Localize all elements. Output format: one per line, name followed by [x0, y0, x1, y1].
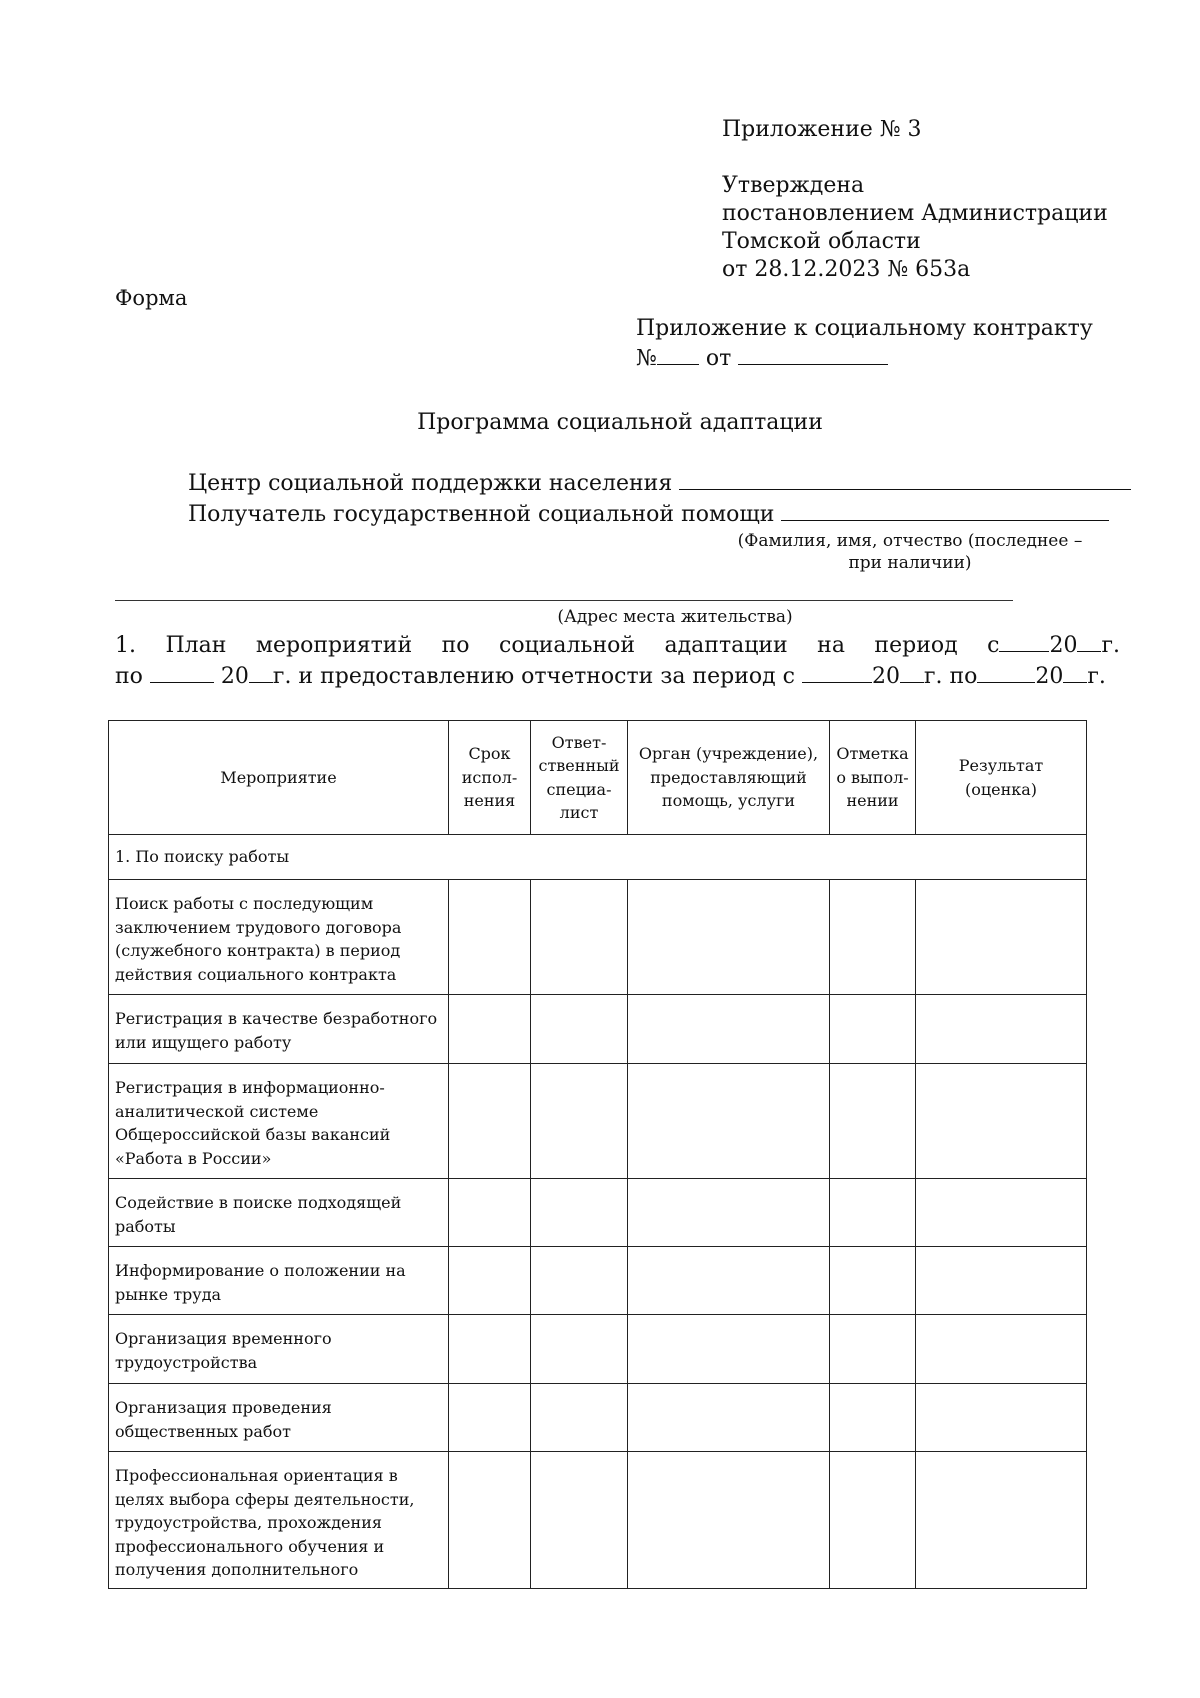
approval-line: от 28.12.2023 № 653а: [722, 257, 971, 282]
page-title: Программа социальной адаптации: [417, 410, 823, 435]
table-row: [109, 1384, 1087, 1452]
plan-heading-word: период: [874, 633, 958, 658]
plan-heading-word: г.: [1101, 633, 1120, 658]
center-blank[interactable]: [679, 470, 1131, 490]
column-header-deadline: Срок испол-нения: [449, 721, 531, 835]
result-cell[interactable]: [916, 1452, 1087, 1589]
completion-cell[interactable]: [830, 995, 916, 1064]
plan-heading-word: социальной: [499, 633, 636, 658]
table-row: [109, 1315, 1087, 1384]
contract-no-blank[interactable]: [657, 345, 699, 365]
activity-cell: Содействие в поиске подходящей работы: [109, 1179, 449, 1247]
responsible-cell[interactable]: [531, 1179, 628, 1247]
section-title: 1. По поиску работы: [109, 835, 1087, 880]
deadline-cell[interactable]: [449, 1179, 531, 1247]
plan-heading-word: План: [165, 633, 227, 658]
table-row: [109, 1247, 1087, 1315]
plan-heading-word: 20: [220, 664, 249, 689]
report-start-blank[interactable]: [802, 663, 872, 683]
contract-no-label: №: [636, 346, 657, 371]
activity-cell: Поиск работы с последующим заключением трудового договора (служебного контракта) в период действия социального контракта: [109, 880, 449, 995]
approval-block: [722, 172, 1108, 284]
period-start-year-blank[interactable]: [1077, 632, 1101, 652]
contract-title: Приложение к социальному контракту: [636, 316, 1093, 341]
activity-cell: Информирование о положении на рынке труда: [109, 1247, 449, 1315]
responsible-cell[interactable]: [531, 1315, 628, 1384]
plan-heading-word: 1.: [115, 633, 136, 658]
completion-cell[interactable]: [830, 1247, 916, 1315]
report-end-year-blank[interactable]: [1063, 663, 1087, 683]
result-cell[interactable]: [916, 1384, 1087, 1452]
approval-line: Утверждена: [722, 173, 865, 198]
approval-line: Томской области: [722, 229, 921, 254]
responsible-cell[interactable]: [531, 1384, 628, 1452]
plan-heading-word: 20: [1049, 633, 1078, 658]
deadline-cell[interactable]: [449, 1247, 531, 1315]
deadline-cell[interactable]: [449, 1452, 531, 1589]
table-row: [109, 995, 1087, 1064]
contract-number-line: [636, 345, 888, 373]
responsible-cell[interactable]: [531, 1247, 628, 1315]
agency-cell[interactable]: [628, 995, 830, 1064]
activity-cell: Организация проведения общественных работ: [109, 1384, 449, 1452]
adaptation-plan-table: [108, 720, 1087, 1589]
recipient-note-line: (Фамилия, имя, отчество (последнее –: [737, 531, 1083, 551]
period-end-year-blank[interactable]: [249, 663, 273, 683]
column-header-result: Результат (оценка): [916, 721, 1087, 835]
agency-cell[interactable]: [628, 1384, 830, 1452]
column-header-activity: Мероприятие: [109, 721, 449, 835]
column-header-responsible: Ответ-ственный специа-лист: [531, 721, 628, 835]
plan-heading-word: адаптации: [664, 633, 788, 658]
result-cell[interactable]: [916, 1179, 1087, 1247]
agency-cell[interactable]: [628, 1179, 830, 1247]
plan-heading-word: по: [441, 633, 470, 658]
report-start-year-blank[interactable]: [900, 663, 924, 683]
center-line: [188, 470, 1131, 498]
address-note: (Адрес места жительства): [557, 607, 793, 627]
responsible-cell[interactable]: [531, 995, 628, 1064]
deadline-cell[interactable]: [449, 880, 531, 995]
table-header-row: [109, 721, 1087, 835]
period-start: [987, 632, 1120, 660]
deadline-cell[interactable]: [449, 995, 531, 1064]
agency-cell[interactable]: [628, 1452, 830, 1589]
result-cell[interactable]: [916, 1247, 1087, 1315]
contract-from-label: от: [705, 346, 732, 371]
agency-cell[interactable]: [628, 1064, 830, 1179]
responsible-cell[interactable]: [531, 1064, 628, 1179]
recipient-line: [188, 501, 1109, 529]
agency-cell[interactable]: [628, 1315, 830, 1384]
appendix-number: Приложение № 3: [722, 117, 922, 142]
plan-heading-word: мероприятий: [255, 633, 413, 658]
result-cell[interactable]: [916, 1315, 1087, 1384]
completion-cell[interactable]: [830, 880, 916, 995]
completion-cell[interactable]: [830, 1064, 916, 1179]
responsible-cell[interactable]: [531, 880, 628, 995]
agency-cell[interactable]: [628, 880, 830, 995]
column-header-completion: Отметка о выпол-нении: [830, 721, 916, 835]
result-cell[interactable]: [916, 995, 1087, 1064]
plan-heading-word: на: [817, 633, 845, 658]
period-start-blank[interactable]: [999, 632, 1049, 652]
activity-cell: Регистрация в качестве безработного или ищущего работу: [109, 995, 449, 1064]
plan-heading-word: с: [987, 633, 1000, 658]
table-row: [109, 1064, 1087, 1179]
approval-line: постановлением Администрации: [722, 201, 1108, 226]
responsible-cell[interactable]: [531, 1452, 628, 1589]
recipient-note: [700, 530, 1120, 574]
activity-cell: Регистрация в информационно-аналитической системе Общероссийской базы вакансий «Работа в России»: [109, 1064, 449, 1179]
center-label: Центр социальной поддержки населения: [188, 471, 673, 496]
result-cell[interactable]: [916, 1064, 1087, 1179]
completion-cell[interactable]: [830, 1315, 916, 1384]
plan-heading-word: г. и предоставлению отчетности за период с: [272, 664, 795, 689]
completion-cell[interactable]: [830, 1384, 916, 1452]
activity-cell: Профессиональная ориентация в целях выбора сферы деятельности, трудоустройства, прохождения профессионального обучения и получения дополнительного: [109, 1452, 449, 1589]
period-end-blank[interactable]: [150, 663, 214, 683]
plan-heading-word: 20: [1035, 664, 1064, 689]
activity-cell: Организация временного трудоустройства: [109, 1315, 449, 1384]
table-row: [109, 880, 1087, 995]
table-section-row: [109, 835, 1087, 880]
plan-heading-line2: [115, 663, 1106, 691]
contract-date-blank[interactable]: [738, 345, 888, 365]
agency-cell[interactable]: [628, 1247, 830, 1315]
plan-heading-word: 20: [871, 664, 900, 689]
completion-cell[interactable]: [830, 1179, 916, 1247]
recipient-note-line: при наличии): [848, 553, 972, 573]
plan-heading-word: по: [115, 664, 143, 689]
report-end-blank[interactable]: [977, 663, 1035, 683]
deadline-cell[interactable]: [449, 1064, 531, 1179]
recipient-label: Получатель государственной социальной помощи: [188, 502, 775, 527]
address-line[interactable]: [115, 600, 1013, 601]
table-row: [109, 1452, 1087, 1589]
deadline-cell[interactable]: [449, 1384, 531, 1452]
form-label: Форма: [115, 286, 188, 310]
deadline-cell[interactable]: [449, 1315, 531, 1384]
column-header-agency: Орган (учреждение), предоставляющий помощь, услуги: [628, 721, 830, 835]
plan-heading-word: г. по: [923, 664, 978, 689]
table-row: [109, 1179, 1087, 1247]
recipient-blank[interactable]: [781, 501, 1109, 521]
plan-heading-word: г.: [1087, 664, 1106, 689]
completion-cell[interactable]: [830, 1452, 916, 1589]
plan-heading-line1: [115, 632, 1120, 660]
result-cell[interactable]: [916, 880, 1087, 995]
